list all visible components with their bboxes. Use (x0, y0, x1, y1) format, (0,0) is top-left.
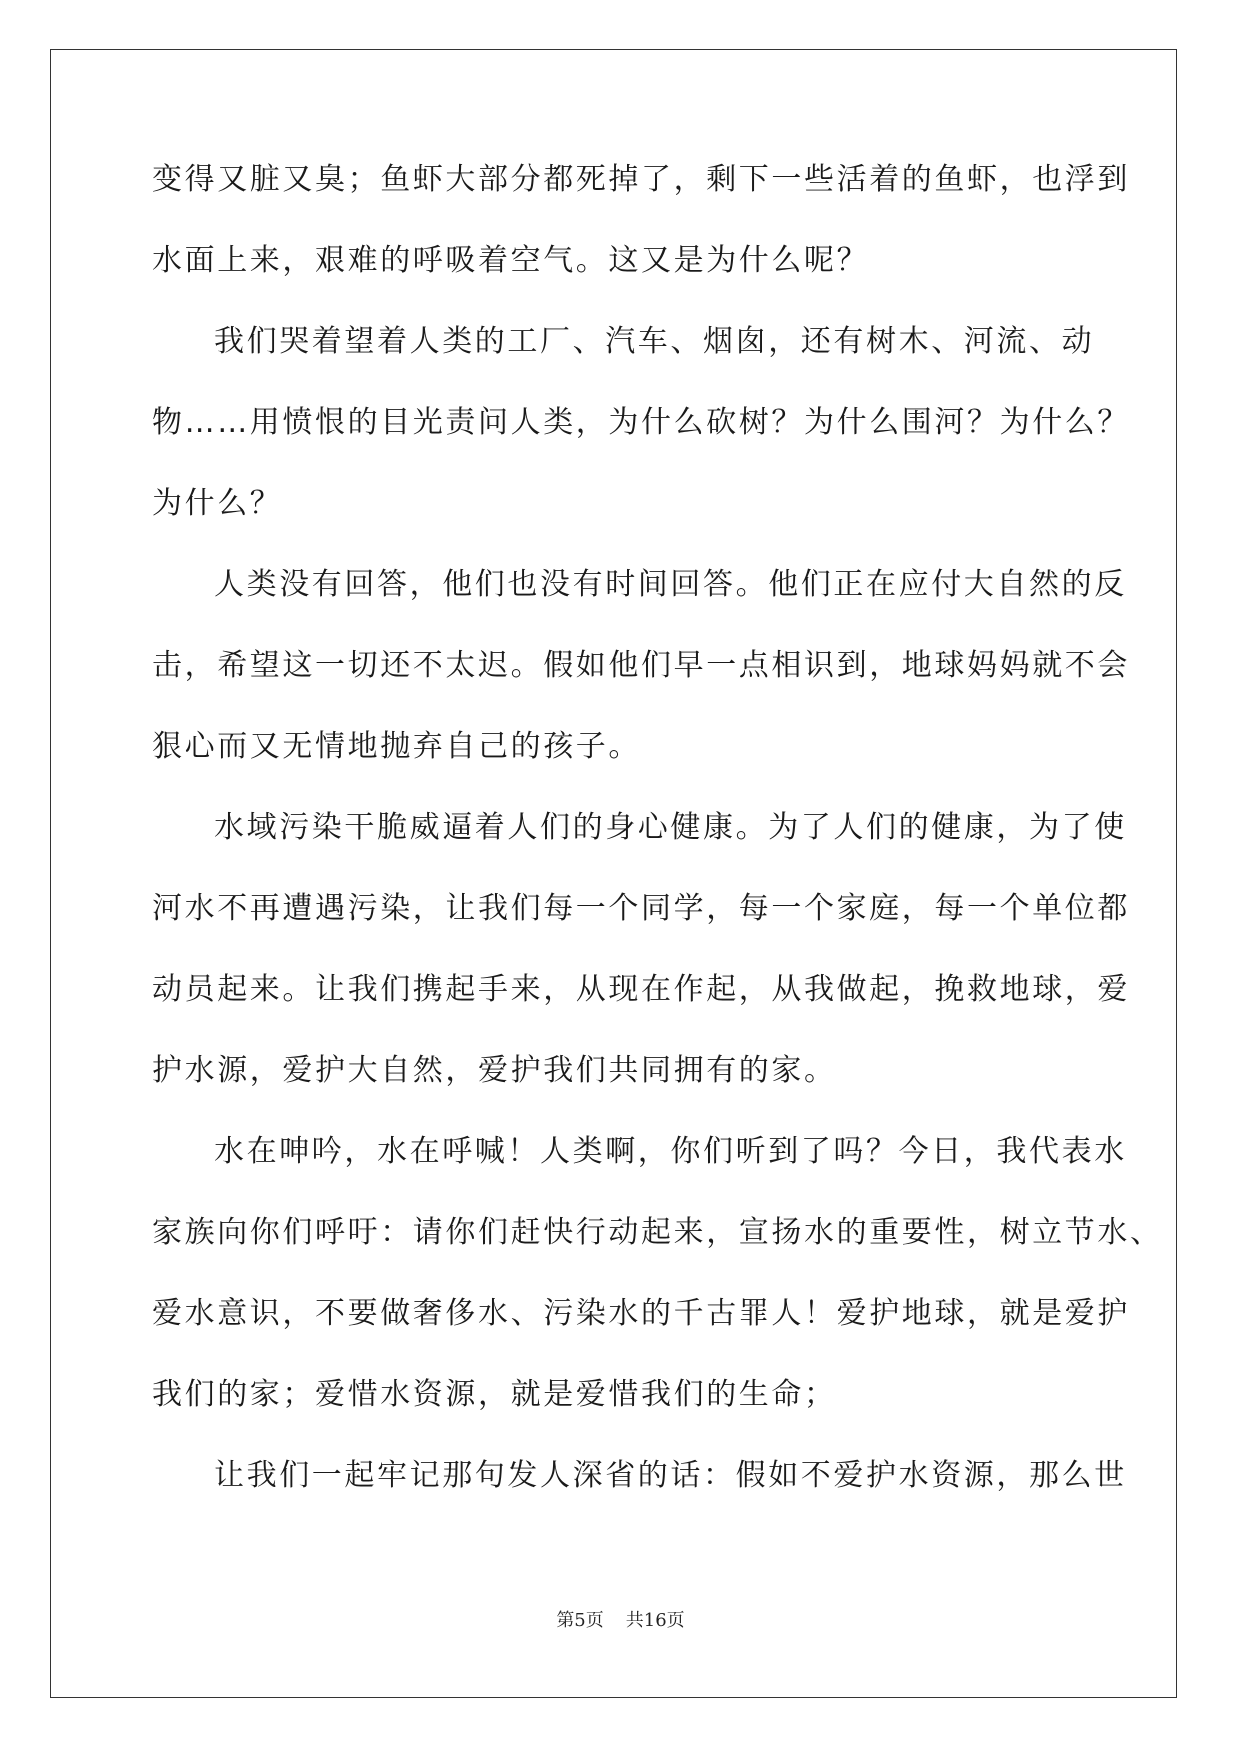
text-line: 河水不再遭遇污染，让我们每一个同学，每一个家庭，每一个单位都 (152, 891, 1130, 926)
text-line: 我们哭着望着人类的工厂、汽车、烟囱，还有树木、河流、动 (214, 324, 1095, 359)
text-line: 变得又脏又臭；鱼虾大部分都死掉了，剩下一些活着的鱼虾，也浮到 (152, 162, 1130, 197)
page-number: 第5页 (556, 1610, 604, 1631)
text-line: 动员起来。让我们携起手来，从现在作起，从我做起，挽救地球，爱 (152, 972, 1130, 1007)
text-line: 人类没有回答，他们也没有时间回答。他们正在应付大自然的反 (214, 567, 1127, 602)
text-line: 物……用愤恨的目光责问人类，为什么砍树？为什么围河？为什么？ (152, 405, 1130, 440)
text-line: 水域污染干脆威逼着人们的身心健康。为了人们的健康，为了使 (214, 810, 1127, 845)
text-line: 我们的家；爱惜水资源，就是爱惜我们的生命； (152, 1377, 837, 1412)
page-footer (0, 1606, 1241, 1632)
document-body (152, 160, 1163, 1537)
text-line: 水面上来，艰难的呼吸着空气。这又是为什么呢？ (152, 243, 870, 278)
text-line: 狠心而又无情地抛弃自己的孩子。 (152, 729, 641, 764)
text-line: 护水源，爱护大自然，爱护我们共同拥有的家。 (152, 1053, 837, 1088)
page-total: 共16页 (625, 1610, 685, 1631)
text-line: 击，希望这一切还不太迟。假如他们早一点相识到，地球妈妈就不会 (152, 648, 1130, 683)
text-line: 让我们一起牢记那句发人深省的话：假如不爱护水资源，那么世 (214, 1458, 1127, 1493)
text-line: 爱水意识，不要做奢侈水、污染水的千古罪人！爱护地球，就是爱护 (152, 1296, 1130, 1331)
text-line: 水在呻吟，水在呼喊！人类啊，你们听到了吗？今日，我代表水 (214, 1134, 1127, 1169)
text-line: 为什么？ (152, 486, 283, 521)
text-line: 家族向你们呼吁：请你们赶快行动起来，宣扬水的重要性，树立节水、 (152, 1215, 1163, 1250)
